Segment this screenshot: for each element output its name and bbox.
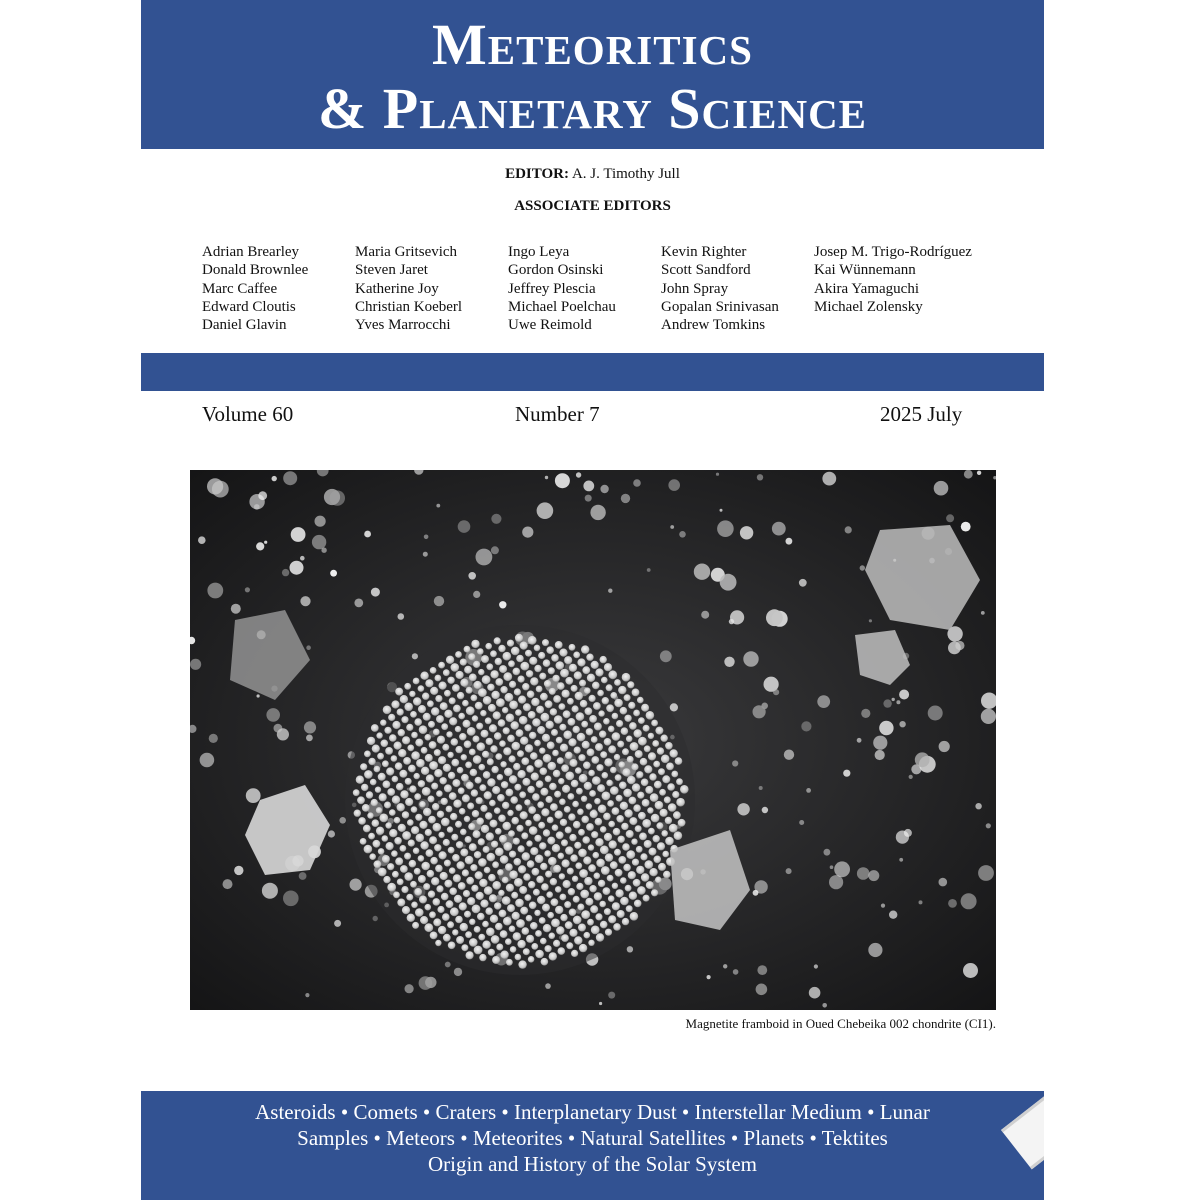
journal-title-line-2: & Planetary Science xyxy=(317,76,868,141)
editor-column-5 xyxy=(814,243,972,316)
editor-name-item: Steven Jaret xyxy=(355,262,428,279)
editor-name-item: Adrian Brearley xyxy=(202,244,300,260)
editor-name-item: Jeffrey Plescia xyxy=(508,280,596,297)
micrograph-image xyxy=(190,470,996,1010)
topics-line-2: Samples • Meteors • Meteorites • Natural Satellites • Planets • Tektites xyxy=(297,1126,888,1150)
editor-name-item: Yves Marrocchi xyxy=(355,317,451,334)
editor-name-item: Scott Sandford xyxy=(661,262,751,279)
editor-name-item: Akira Yamaguchi xyxy=(814,280,919,297)
editor-name-item: Gopalan Srinivasan xyxy=(661,298,779,315)
editor-name-item: Ingo Leya xyxy=(508,244,570,260)
editor-column-1 xyxy=(202,243,308,334)
editor-name-item: Kevin Righter xyxy=(661,244,747,260)
topics-line-3: Origin and History of the Solar System xyxy=(428,1152,757,1176)
editor-label: EDITOR: xyxy=(505,166,569,182)
editor-name-item: Christian Koeberl xyxy=(355,298,463,315)
editor-name-item: Gordon Osinski xyxy=(508,262,604,279)
editor-name-item: Marc Caffee xyxy=(202,280,278,297)
associate-editors-heading: ASSOCIATE EDITORS xyxy=(514,198,671,214)
figure-caption: Magnetite framboid in Oued Chebeika 002 chondrite (CI1). xyxy=(685,1016,996,1031)
issue-number-label: Number 7 xyxy=(515,402,600,426)
wiley-online-library-badge xyxy=(1001,958,1044,1170)
editor-column-2 xyxy=(355,243,462,334)
editor-name-item: Josep M. Trigo-Rodríguez xyxy=(814,244,972,260)
editor-name-item: Michael Zolensky xyxy=(814,298,923,315)
editor-name-item: Katherine Joy xyxy=(355,280,439,297)
editor-name-item: Donald Brownlee xyxy=(202,262,309,279)
editor-name-item: Edward Cloutis xyxy=(202,298,296,315)
cover-micrograph xyxy=(190,470,996,1010)
journal-title-line-1: Meteoritics xyxy=(432,12,753,77)
editor-name-item: Kai Wünnemann xyxy=(814,262,916,279)
volume-label: Volume 60 xyxy=(202,402,294,426)
editor-column-4 xyxy=(661,243,779,334)
divider-band xyxy=(141,353,1044,391)
editor-name: A. J. Timothy Jull xyxy=(571,166,680,182)
editor-name-item: John Spray xyxy=(661,280,729,297)
editor-name-item: Uwe Reimold xyxy=(508,317,592,334)
issue-date-label: 2025 July xyxy=(880,402,963,426)
editor-line xyxy=(141,166,1044,183)
journal-cover xyxy=(141,0,1044,1200)
editor-name-item: Michael Poelchau xyxy=(508,298,616,315)
title-band xyxy=(141,0,1044,149)
topics-band xyxy=(141,1091,1044,1200)
editor-column-3 xyxy=(508,243,616,334)
editor-name-item: Daniel Glavin xyxy=(202,317,287,334)
editor-name-item: Maria Gritsevich xyxy=(355,244,458,260)
editor-name-item: Andrew Tomkins xyxy=(661,317,766,334)
topics-line-1: Asteroids • Comets • Craters • Interplanetary Dust • Interstellar Medium • Lunar xyxy=(255,1100,930,1124)
